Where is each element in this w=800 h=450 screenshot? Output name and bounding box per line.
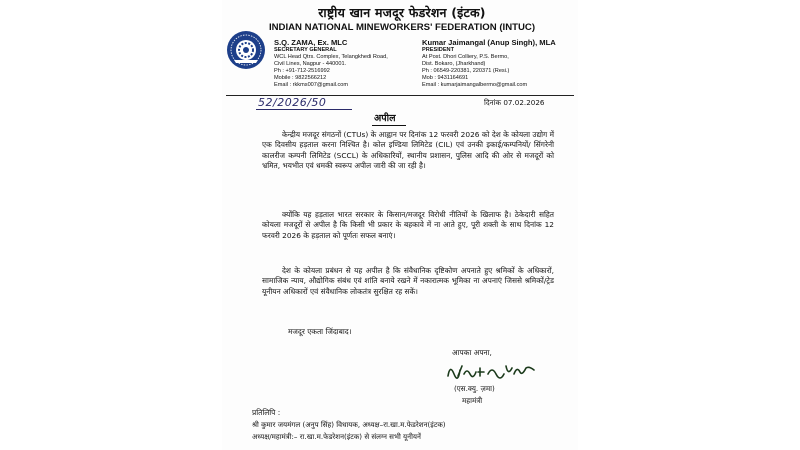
slogan: मजदूर एकता जिंदाबाद। — [288, 327, 352, 336]
letter-title: अपील — [374, 113, 396, 124]
signatory-name: (एस.क्यु. ज़मा) — [454, 384, 495, 393]
paragraph-2: क्योंकि यह हड़ताल भारत सरकार के किसान/मजदूर विरोधी नीतियों के खिलाफ है। ठेकेदारी सहित कोयला मजदूरों से अपील है कि किसी भी प्रकार के बहकावे में ना आते हुए, पूरी शक्ती के साथ दिनांक 12 फरवरी 2026 के हड़ताल को पूर्णतः सफल बनाएं। — [262, 210, 554, 240]
org-name-english: INDIAN NATIONAL MINEWORKERS' FEDERATION (INTUC) — [268, 22, 536, 33]
reference-number: 52/2026/50 — [258, 96, 327, 109]
president-email: Email : kumarjaimangalbermo@gmail.com — [422, 82, 528, 88]
reference-underline — [256, 109, 352, 110]
closing-salutation: आपका अपना, — [452, 348, 492, 357]
president-address-2: Dist. Bokaro, (Jharkhand) — [422, 61, 486, 67]
president-phone: Ph : 06549-220381, 220371 (Resi.) — [422, 68, 510, 74]
paragraph-3: देश के कोयला प्रबंधन से यह अपील है कि संवैधानिक दृष्टिकोण अपनाते हुए श्रमिकों के अधिकारों, सामाजिक न्याय, औद्योगिक संबंध एवं शांति बनाये रखने में नकारात्मक भूमिका ना अपनाएं जिससे श्रमिकों/ट्रेड यूनीयन अधिकारों एवं संवैधानिक लोकतंत्र सुरक्षित रह सकें। — [262, 266, 554, 296]
president-contact-block — [422, 38, 572, 89]
secretary-phone: Ph : +91-712-2516992 — [274, 68, 330, 74]
letter-date: दिनांक 07.02.2026 — [484, 98, 545, 107]
handwritten-signature — [444, 360, 540, 382]
secretary-contact-block — [274, 38, 414, 89]
cc-recipient-1: श्री कुमार जयमंगल (अनुप सिंह) विधायक, अध्यक्ष–रा.खा.म.फेडरेशन(इंटक) — [252, 420, 446, 429]
secretary-name: S.Q. ZAMA, Ex. MLC — [274, 38, 348, 47]
president-mobile: Mob : 9431164691 — [422, 75, 469, 81]
letter-document — [222, 0, 578, 450]
paragraph-1: केन्द्रीय मजदूर संगठनों (CTUs) के आह्वान पर दिनांक 12 फरवरी 2026 को देश के कोयला उद्योग में एक दिवसीय हड़ताल करना निश्चित है। कोल इण्डिया लिमिटेड (CIL) एवं उनकी इकाई/कम्पनियों/ सिंगरेनी कालरीज कम्पनी लिमिटेड (SCCL) के अधिकारियों, स्थानीय प्रशासन, पुलिस आदि की ओर से मजदूरों को भ्रमित, भयभीत एवं धमकी स्वरूप अपील जारी की जा रही है। — [262, 130, 554, 171]
secretary-address-1: WCL Head Qtrs. Complex, Telangkhedi Road, — [274, 54, 388, 60]
president-name: Kumar Jaimangal (Anup Singh), MLA — [422, 38, 556, 47]
union-emblem-icon — [226, 30, 266, 70]
secretary-mobile: Mobile : 9822566212 — [274, 75, 327, 81]
president-address-1: At Post. Dhori Colliery, P.S. Bermo, — [422, 54, 509, 60]
org-name-hindi: राष्ट्रीय खान मजदूर फेडरेशन (इंटक) — [318, 5, 486, 20]
secretary-role: SECRETARY GENERAL — [274, 47, 337, 53]
president-role: PRESIDENT — [422, 47, 455, 53]
cc-recipient-2: अध्यक्ष/महामंत्री:– रा.खा.म.फेडरेशन(इंटक) से संलग्न सभी यूनीयनें — [252, 432, 421, 441]
cc-label: प्रतिलिपि : — [252, 408, 281, 417]
title-underline — [372, 125, 406, 126]
signatory-title: महामंत्री — [462, 396, 483, 405]
secretary-email: Email : rkkms007@gmail.com — [274, 82, 349, 88]
secretary-address-2: Civil Lines, Nagpur - 440001. — [274, 61, 347, 67]
